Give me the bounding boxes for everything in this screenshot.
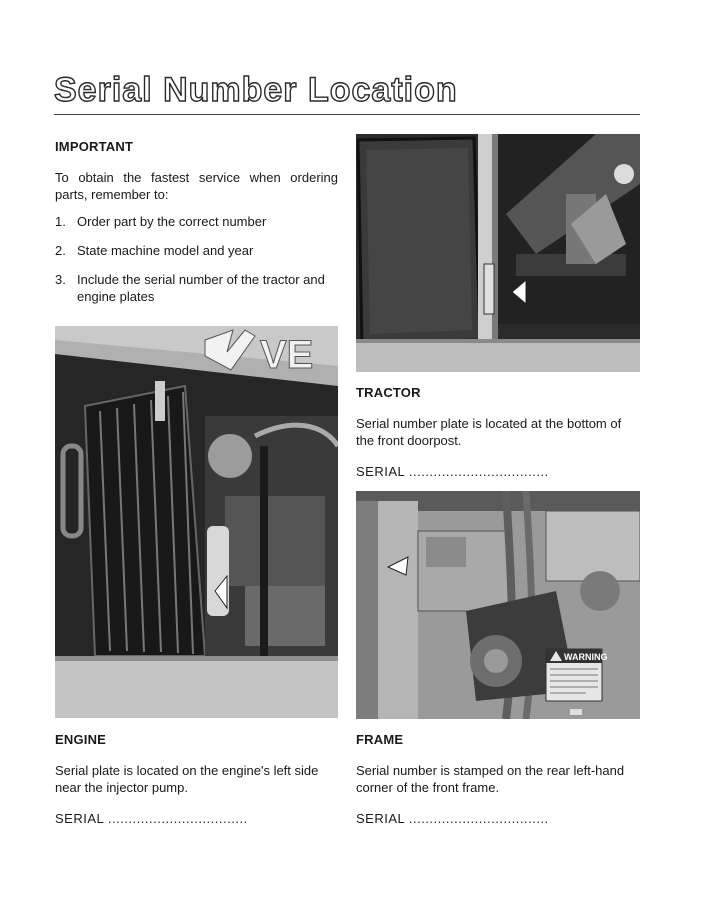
frame-serial-field: SERIAL .................................. xyxy=(356,811,549,826)
important-intro: To obtain the fastest service when ordering parts, remember to: xyxy=(55,170,338,202)
list-item xyxy=(55,271,338,305)
warning-decal-text: WARNING xyxy=(564,652,608,662)
engine-description: Serial plate is located on the engine's left side near the injector pump. xyxy=(55,763,319,795)
list-item-number: 2. xyxy=(55,243,66,258)
tractor-heading: TRACTOR xyxy=(356,385,421,400)
engine-heading: ENGINE xyxy=(55,732,107,747)
engine-photo xyxy=(55,326,338,718)
frame-heading: FRAME xyxy=(356,732,404,747)
tractor-serial-field: SERIAL .................................. xyxy=(356,464,549,479)
title-divider xyxy=(54,114,640,115)
list-item-text: Order part by the correct number xyxy=(77,214,267,229)
engine-badge-text: VE xyxy=(260,333,314,377)
important-section xyxy=(55,138,338,317)
important-heading: IMPORTANT xyxy=(55,139,134,154)
frame-section xyxy=(356,731,640,827)
frame-photo xyxy=(356,491,640,719)
list-item-text: Include the serial number of the tractor and engine plates xyxy=(77,272,325,304)
list-item xyxy=(55,213,338,230)
list-item-text: State machine model and year xyxy=(77,243,254,258)
engine-section xyxy=(55,731,338,827)
instruction-list xyxy=(55,213,338,305)
list-item-number: 1. xyxy=(55,214,66,229)
tractor-description: Serial number plate is located at the bottom of the front doorpost. xyxy=(356,416,622,448)
page-title: Serial Number Location xyxy=(54,71,458,109)
frame-description: Serial number is stamped on the rear left-hand corner of the front frame. xyxy=(356,763,625,795)
engine-serial-field: SERIAL .................................. xyxy=(55,811,248,826)
tractor-section xyxy=(356,384,640,480)
list-item-number: 3. xyxy=(55,272,66,287)
list-item xyxy=(55,242,338,259)
tractor-photo xyxy=(356,134,640,372)
warning-decal xyxy=(546,649,608,701)
